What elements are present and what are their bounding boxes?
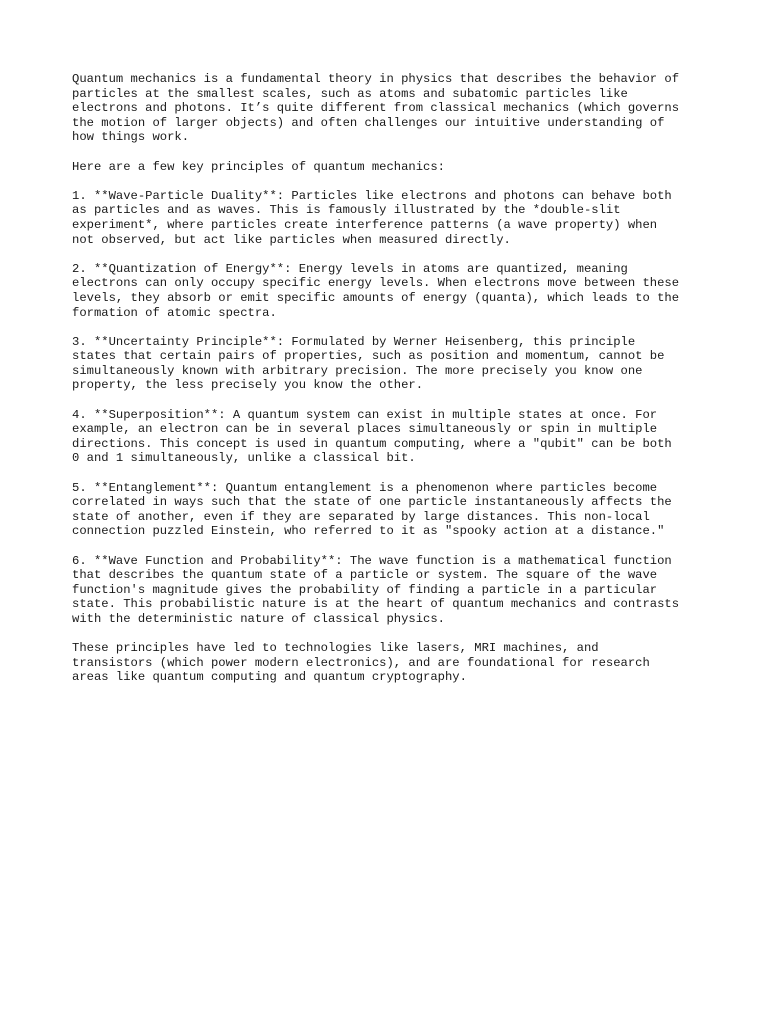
principles-lead-in: Here are a few key principles of quantum mechanics: xyxy=(72,159,445,174)
principle-wave-function: 6. **Wave Function and Probability**: The wave function is a mathematical function that describes the quantum state of a particle or system. The square of the wave function's magnitude gives the probability of finding a particle in a particular state. This probabilistic nature is at the heart of quantum mechanics and contrasts with the deterministic nature of classical physics. xyxy=(72,553,680,626)
document-body xyxy=(72,72,702,700)
principle-superposition: 4. **Superposition**: A quantum system can exist in multiple states at once. For example, an electron can be in several places simultaneously or spin in multiple directions. This concept is used in quantum computing, where a "qubit" can be both 0 and 1 simultaneously, unlike a classical bit. xyxy=(72,407,672,466)
principle-quantization-of-energy: 2. **Quantization of Energy**: Energy levels in atoms are quantized, meaning electrons can only occupy specific energy levels. When electrons move between these levels, they absorb or emit specific amounts of energy (quanta), which leads to the formation of atomic spectra. xyxy=(72,261,680,320)
principle-wave-particle-duality: 1. **Wave-Particle Duality**: Particles like electrons and photons can behave both as particles and as waves. This is famously illustrated by the *double-slit experiment*, where particles create interference patterns (a wave property) when not observed, but act like particles when measured directly. xyxy=(72,188,672,247)
conclusion-paragraph: These principles have led to technologies like lasers, MRI machines, and transistors (which power modern electronics), and are foundational for research areas like quantum computing and quantum cryptography. xyxy=(72,641,650,685)
principle-entanglement: 5. **Entanglement**: Quantum entanglement is a phenomenon where particles become correlated in ways such that the state of one particle instantaneously affects the state of another, even if they are separated by large distances. This non-local connection puzzled Einstein, who referred to it as "spooky action at a distance." xyxy=(72,480,672,539)
intro-paragraph: Quantum mechanics is a fundamental theory in physics that describes the behavior of particles at the smallest scales, such as atoms and subatomic particles like electrons and photons. It’s quite different from classical mechanics (which governs the motion of larger objects) and often challenges our intuitive understanding of how things work. xyxy=(72,72,680,145)
principle-uncertainty: 3. **Uncertainty Principle**: Formulated by Werner Heisenberg, this principle states that certain pairs of properties, such as position and momentum, cannot be simultaneously known with arbitrary precision. The more precisely you know one property, the less precisely you know the other. xyxy=(72,334,665,393)
